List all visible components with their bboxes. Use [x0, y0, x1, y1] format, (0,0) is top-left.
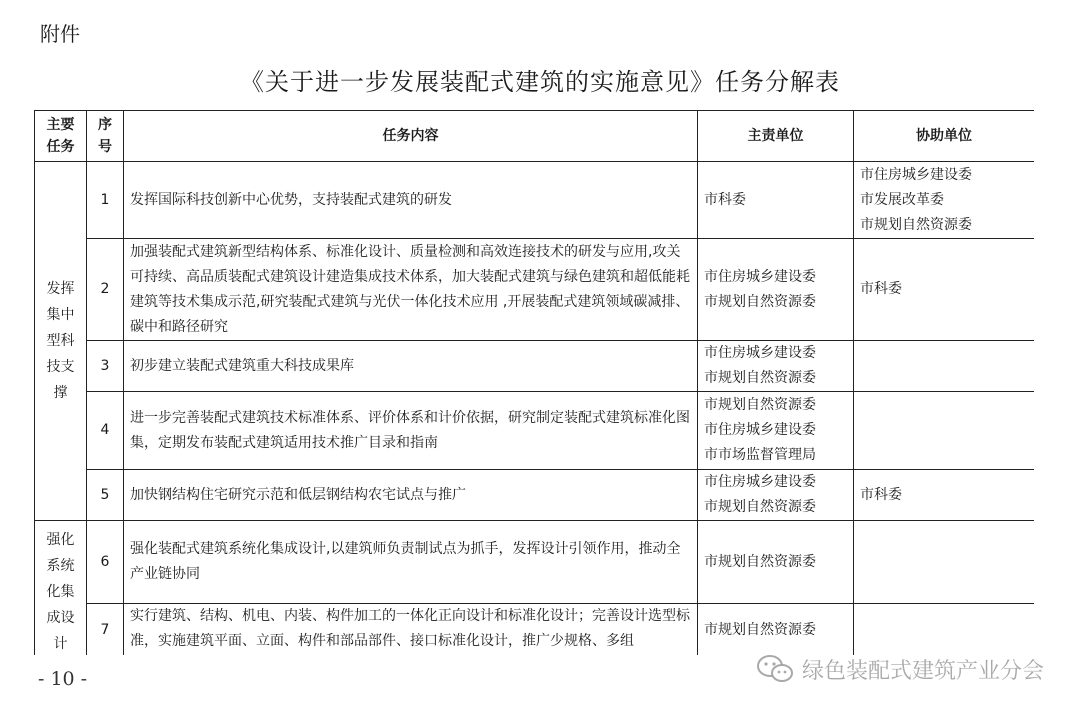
- attachment-label: 附件: [40, 22, 80, 46]
- lead-cell: 市规划自然资源委 市住房城乡建设委 市市场监督管理局: [698, 392, 854, 470]
- watermark-text: 绿色装配式建筑产业分会: [801, 658, 1044, 684]
- seq-cell: 6: [87, 521, 124, 604]
- seq-cell: 5: [87, 470, 124, 521]
- assist-cell: 市住房城乡建设委 市发展改革委 市规划自然资源委: [854, 162, 1035, 239]
- seq-cell: 4: [87, 392, 124, 470]
- task-table-container: [34, 110, 1034, 655]
- table-row: [35, 162, 1035, 239]
- table-header-row: [35, 111, 1035, 162]
- task-table: [34, 110, 1034, 655]
- lead-cell: 市科委: [698, 162, 854, 239]
- lead-cell: 市住房城乡建设委 市规划自然资源委: [698, 239, 854, 341]
- lead-cell: 市住房城乡建设委 市规划自然资源委: [698, 470, 854, 521]
- content-cell: 实行建筑、结构、机电、内装、构件加工的一体化正向设计和标准化设计；完善设计选型标准，实施建筑平面、立面、构件和部品部件、接口标准化设计，推广少规格、多组: [124, 604, 698, 656]
- assist-cell: [854, 392, 1035, 470]
- header-lead-unit: 主责单位: [698, 111, 854, 162]
- assist-cell: 市科委: [854, 239, 1035, 341]
- assist-cell: [854, 341, 1035, 392]
- watermark: [756, 652, 1044, 686]
- table-row: [35, 341, 1035, 392]
- seq-cell: 7: [87, 604, 124, 656]
- group-cell: 发挥集中型科技支撑: [35, 162, 87, 521]
- content-cell: 加强装配式建筑新型结构体系、标准化设计、质量检测和高效连接技术的研发与应用,攻关可持续、高品质装配式建筑设计建造集成技术体系，加大装配式建筑与绿色建筑和超低能耗建筑等技术集成示范,研究装配式建筑与光伏一体化技术应用 ,开展装配式建筑领域碳减排、碳中和路径研究: [124, 239, 698, 341]
- header-content: 任务内容: [124, 111, 698, 162]
- content-cell: 发挥国际科技创新中心优势，支持装配式建筑的研发: [124, 162, 698, 239]
- seq-cell: 1: [87, 162, 124, 239]
- assist-cell: [854, 521, 1035, 604]
- content-cell: 加快钢结构住宅研究示范和低层钢结构农宅试点与推广: [124, 470, 698, 521]
- group-cell: 强化系统化集成设计: [35, 521, 87, 656]
- content-cell: 初步建立装配式建筑重大科技成果库: [124, 341, 698, 392]
- assist-cell: 市科委: [854, 470, 1035, 521]
- page-number: - 10 -: [38, 668, 88, 690]
- header-seq: 序号: [87, 111, 124, 162]
- table-row: [35, 604, 1035, 656]
- header-main-task: 主要任务: [35, 111, 87, 162]
- table-row: [35, 470, 1035, 521]
- lead-cell: 市规划自然资源委: [698, 604, 854, 656]
- content-cell: 强化装配式建筑系统化集成设计,以建筑师负责制试点为抓手，发挥设计引领作用，推动全产业链协同: [124, 521, 698, 604]
- header-assist-unit: 协助单位: [854, 111, 1035, 162]
- seq-cell: 3: [87, 341, 124, 392]
- assist-cell: [854, 604, 1035, 656]
- table-row: [35, 521, 1035, 604]
- table-row: [35, 392, 1035, 470]
- lead-cell: 市住房城乡建设委 市规划自然资源委: [698, 341, 854, 392]
- seq-cell: 2: [87, 239, 124, 341]
- content-cell: 进一步完善装配式建筑技术标准体系、评价体系和计价依据，研究制定装配式建筑标准化图集，定期发布装配式建筑适用技术推广目录和指南: [124, 392, 698, 470]
- wechat-icon: [756, 654, 794, 684]
- table-row: [35, 239, 1035, 341]
- document-title: 《关于进一步发展装配式建筑的实施意见》任务分解表: [240, 68, 840, 96]
- lead-cell: 市规划自然资源委: [698, 521, 854, 604]
